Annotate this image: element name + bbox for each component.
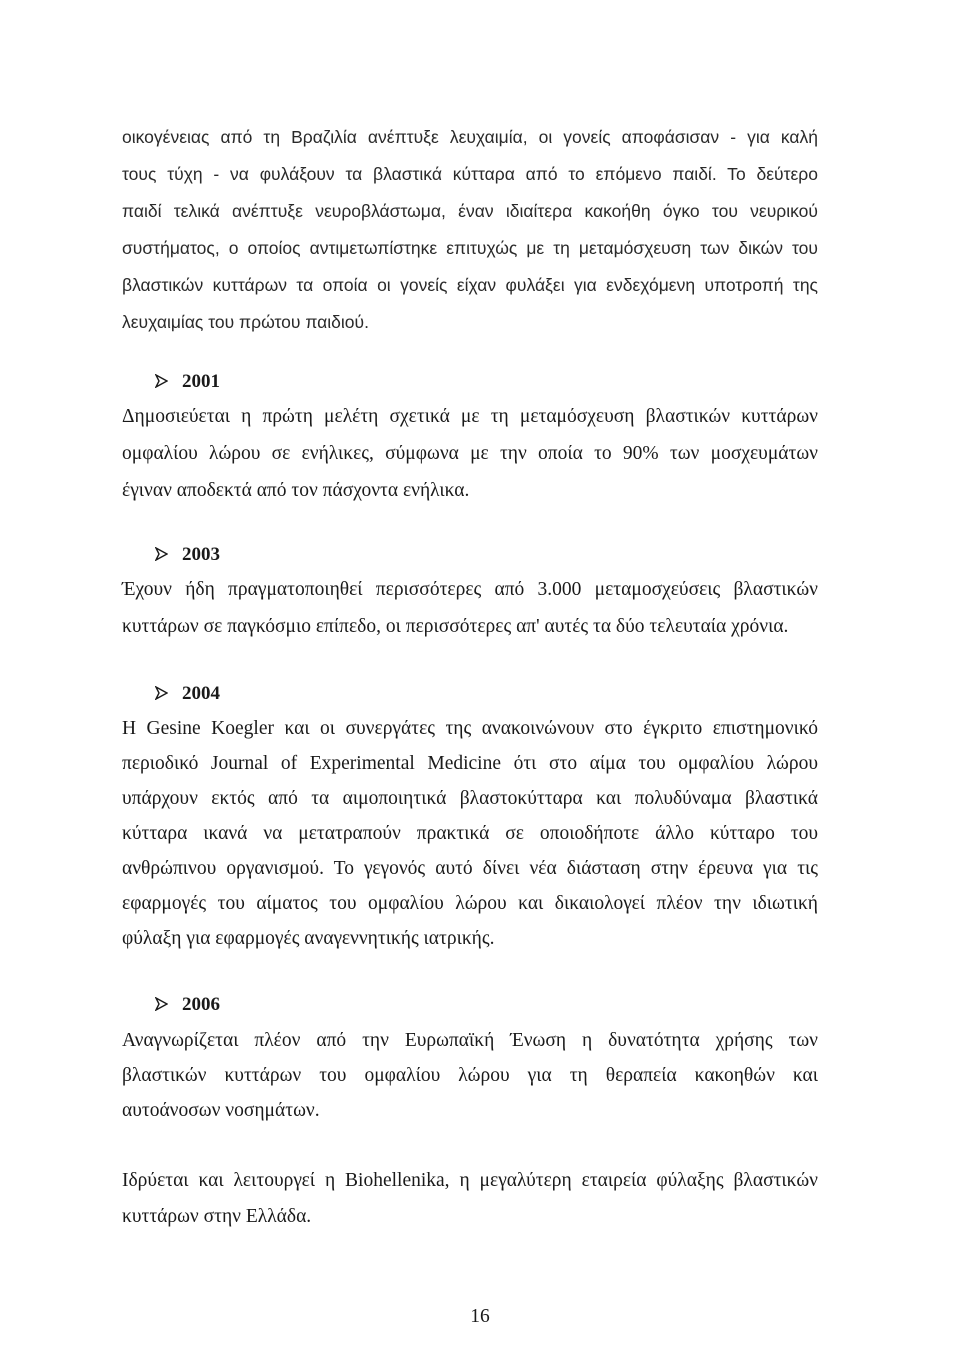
paragraph-line: αυτοάνοσων νοσημάτων. bbox=[122, 1100, 320, 1121]
year-label: 2004 bbox=[182, 683, 220, 704]
paragraph-line: υπάρχουν εκτός από τα αιμοποιητικά βλαστοκύτταρα και πολυδύναμα βλαστικά bbox=[122, 788, 818, 809]
paragraph-line: παιδί τελικά ανέπτυξε νευροβλάστωμα, έναν ιδιαίτερα κακοήθη όγκο του νευρικού bbox=[122, 201, 818, 221]
paragraph-line: έγιναν αποδεκτά από τον πάσχοντα ενήλικα. bbox=[122, 480, 470, 501]
paragraph-line: βλαστικών κυττάρων του ομφαλίου λώρου για τη θεραπεία κακοηθών και bbox=[122, 1065, 818, 1086]
paragraph-line: περιοδικό Journal of Experimental Medicine ότι στο αίμα του ομφαλίου λώρου bbox=[122, 753, 818, 774]
paragraph-line: ομφαλίου λώρου σε ενήλικες, σύμφωνα με την οποία το 90% των μοσχευμάτων bbox=[122, 443, 818, 464]
paragraph-line: κυττάρων σε παγκόσμιο επίπεδο, οι περισσότερες απ' αυτές τα δύο τελευταία χρόνια. bbox=[122, 616, 789, 637]
paragraph-line: οικογένειας από τη Βραζιλία ανέπτυξε λευχαιμία, οι γονείς αποφάσισαν - για καλή bbox=[122, 127, 818, 147]
paragraph-line: κυττάρων στην Ελλάδα. bbox=[122, 1206, 312, 1227]
paragraph-line: Η Gesine Koegler και οι συνεργάτες της ανακοινώνουν στο έγκριτο επιστημονικό bbox=[122, 718, 818, 739]
paragraph-line: συστήματος, ο οποίος αντιμετωπίστηκε επιτυχώς με τη μεταμόσχευση των δικών του bbox=[122, 238, 818, 258]
paragraph-line: Ιδρύεται και λειτουργεί η Biohellenika, η μεγαλύτερη εταιρεία φύλαξης βλαστικών bbox=[122, 1170, 818, 1191]
paragraph-line: κύτταρα ικανά να μετατραπούν πρακτικά σε οποιοδήποτε άλλο κύτταρο του bbox=[122, 823, 818, 844]
year-heading-2003 bbox=[155, 543, 220, 567]
paragraph-line: Έχουν ήδη πραγματοποιηθεί περισσότερες από 3.000 μεταμοσχεύσεις βλαστικών bbox=[122, 579, 818, 600]
year-heading-2001 bbox=[155, 370, 220, 394]
paragraph-line: Δημοσιεύεται η πρώτη μελέτη σχετικά με τη μεταμόσχευση βλαστικών κυττάρων bbox=[122, 406, 818, 427]
paragraph-line: τους τύχη - να φυλάξουν τα βλαστικά κύτταρα από το επόμενο παιδί. Το δεύτερο bbox=[122, 164, 818, 184]
year-label: 2006 bbox=[182, 994, 220, 1015]
year-label: 2003 bbox=[182, 544, 220, 565]
paragraph-line: λευχαιμίας του πρώτου παιδιού. bbox=[122, 312, 369, 332]
year-label: 2001 bbox=[182, 371, 220, 392]
arrowhead-bullet-icon bbox=[155, 686, 168, 700]
paragraph-line: Αναγνωρίζεται πλέον από την Ευρωπαϊκή Ένωση η δυνατότητα χρήσης των bbox=[122, 1030, 818, 1051]
arrowhead-bullet-icon bbox=[155, 997, 168, 1011]
page-number: 16 bbox=[470, 1306, 490, 1327]
arrowhead-bullet-icon bbox=[155, 374, 168, 388]
arrowhead-bullet-icon bbox=[155, 547, 168, 561]
paragraph-line: εφαρμογές του αίματος του ομφαλίου λώρου και δικαιολογεί πλέον την ιδιωτική bbox=[122, 893, 818, 914]
paragraph-line: φύλαξη για εφαρμογές αναγεννητικής ιατρικής. bbox=[122, 928, 495, 949]
year-heading-2006 bbox=[155, 993, 220, 1017]
paragraph-line: βλαστικών κυττάρων τα οποία οι γονείς είχαν φυλάξει για ενδεχόμενη υποτροπή της bbox=[122, 275, 818, 295]
paragraph-line: ανθρώπινου οργανισμού. Το γεγονός αυτό δίνει νέα διάσταση στην έρευνα για τις bbox=[122, 858, 818, 879]
year-heading-2004 bbox=[155, 682, 220, 706]
